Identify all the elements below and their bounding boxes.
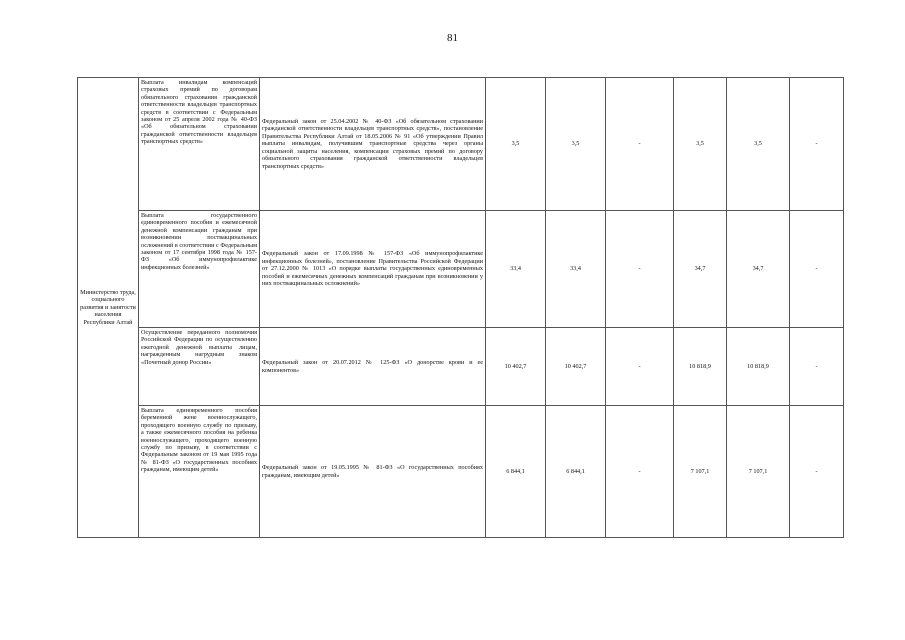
table-row	[78, 78, 844, 211]
value-cell: 3,5	[546, 78, 606, 211]
value-cell: -	[790, 211, 844, 328]
value-cell: 3,5	[727, 78, 790, 211]
value-cell: 10 818,9	[727, 328, 790, 406]
value-cell: -	[790, 406, 844, 538]
value-cell: -	[606, 78, 674, 211]
value-cell: 7 107,1	[674, 406, 727, 538]
value-cell: 10 402,7	[486, 328, 546, 406]
value-cell: -	[790, 328, 844, 406]
value-cell: 6 844,1	[486, 406, 546, 538]
value-cell: 6 844,1	[546, 406, 606, 538]
legal-basis-cell: Федеральный закон от 25.04.2002 № 40-ФЗ «Об обязательном страховании гражданской ответственности владельцев транспортных средств», постановление Правительства Республики Алтай от 18.05.2006 № 91 «Об утверждении Правил выплаты инвалидам, получившим транспортные средства через органы социальной защиты населения, компенсации страховых премий по договору обязательного страхования гражданской ответственности владельцев транспортных средств»	[260, 78, 486, 211]
value-cell: -	[606, 211, 674, 328]
value-cell: -	[606, 406, 674, 538]
description-cell: Выплата инвалидам компенсаций страховых премий по договорам обязательного страхования гражданской ответственности владельцев транспортных средств в соответствии с Федеральным законом от 25 апреля 2002 года № 40-ФЗ «Об обязательном страховании гражданской ответственности владельцев транспортных средств»	[139, 78, 260, 211]
value-cell: 7 107,1	[727, 406, 790, 538]
value-cell: -	[790, 78, 844, 211]
page-number: 81	[447, 32, 458, 44]
legal-basis-cell: Федеральный закон от 20.07.2012 № 125-ФЗ «О донорстве крови и ее компонентов»	[260, 328, 486, 406]
table-row	[78, 406, 844, 538]
value-cell: 34,7	[727, 211, 790, 328]
value-cell: -	[606, 328, 674, 406]
value-cell: 10 402,7	[546, 328, 606, 406]
value-cell: 33,4	[486, 211, 546, 328]
value-cell: 10 818,9	[674, 328, 727, 406]
legal-basis-cell: Федеральный закон от 19.05.1995 № 81-ФЗ «О государственных пособиях гражданам, имеющим детей»	[260, 406, 486, 538]
value-cell: 3,5	[486, 78, 546, 211]
description-cell: Осуществление переданного полномочия Российской Федерации по осуществлению ежегодной денежной выплаты лицам, награжденным нагрудным знаком «Почетный донор России»	[139, 328, 260, 406]
value-cell: 3,5	[674, 78, 727, 211]
ministry-cell: Министерство труда, социального развития и занятости населения Республики Алтай	[78, 78, 139, 538]
table-row	[78, 328, 844, 406]
description-cell: Выплата единовременного пособия беременной жене военнослужащего, проходящего военную службу по призыву, а также ежемесячного пособия на ребенка военнослужащего, проходящего военную службу по призыву, в соответствии с Федеральным законом от 19 мая 1995 года № 81-ФЗ «О государственных пособиях гражданам, имеющим детей»	[139, 406, 260, 538]
value-cell: 34,7	[674, 211, 727, 328]
table-row	[78, 211, 844, 328]
legal-basis-cell: Федеральный закон от 17.09.1998 № 157-ФЗ «Об иммунопрофилактике инфекционных болезней», постановление Правительства Российской Федерации от 27.12.2000 № 1013 «О порядке выплаты государственных единовременных пособий и ежемесячных денежных компенсаций гражданам при возникновении у них поствакцинальных осложнений»	[260, 211, 486, 328]
budget-table	[77, 77, 844, 538]
description-cell: Выплата государственного единовременного пособия и ежемесячной денежной компенсации гражданам при возникновении поствакцинальных осложнений в соответствии с Федеральным законом от 17 сентября 1998 года № 157-ФЗ «Об иммунопрофилактике инфекционных болезней»	[139, 211, 260, 328]
value-cell: 33,4	[546, 211, 606, 328]
